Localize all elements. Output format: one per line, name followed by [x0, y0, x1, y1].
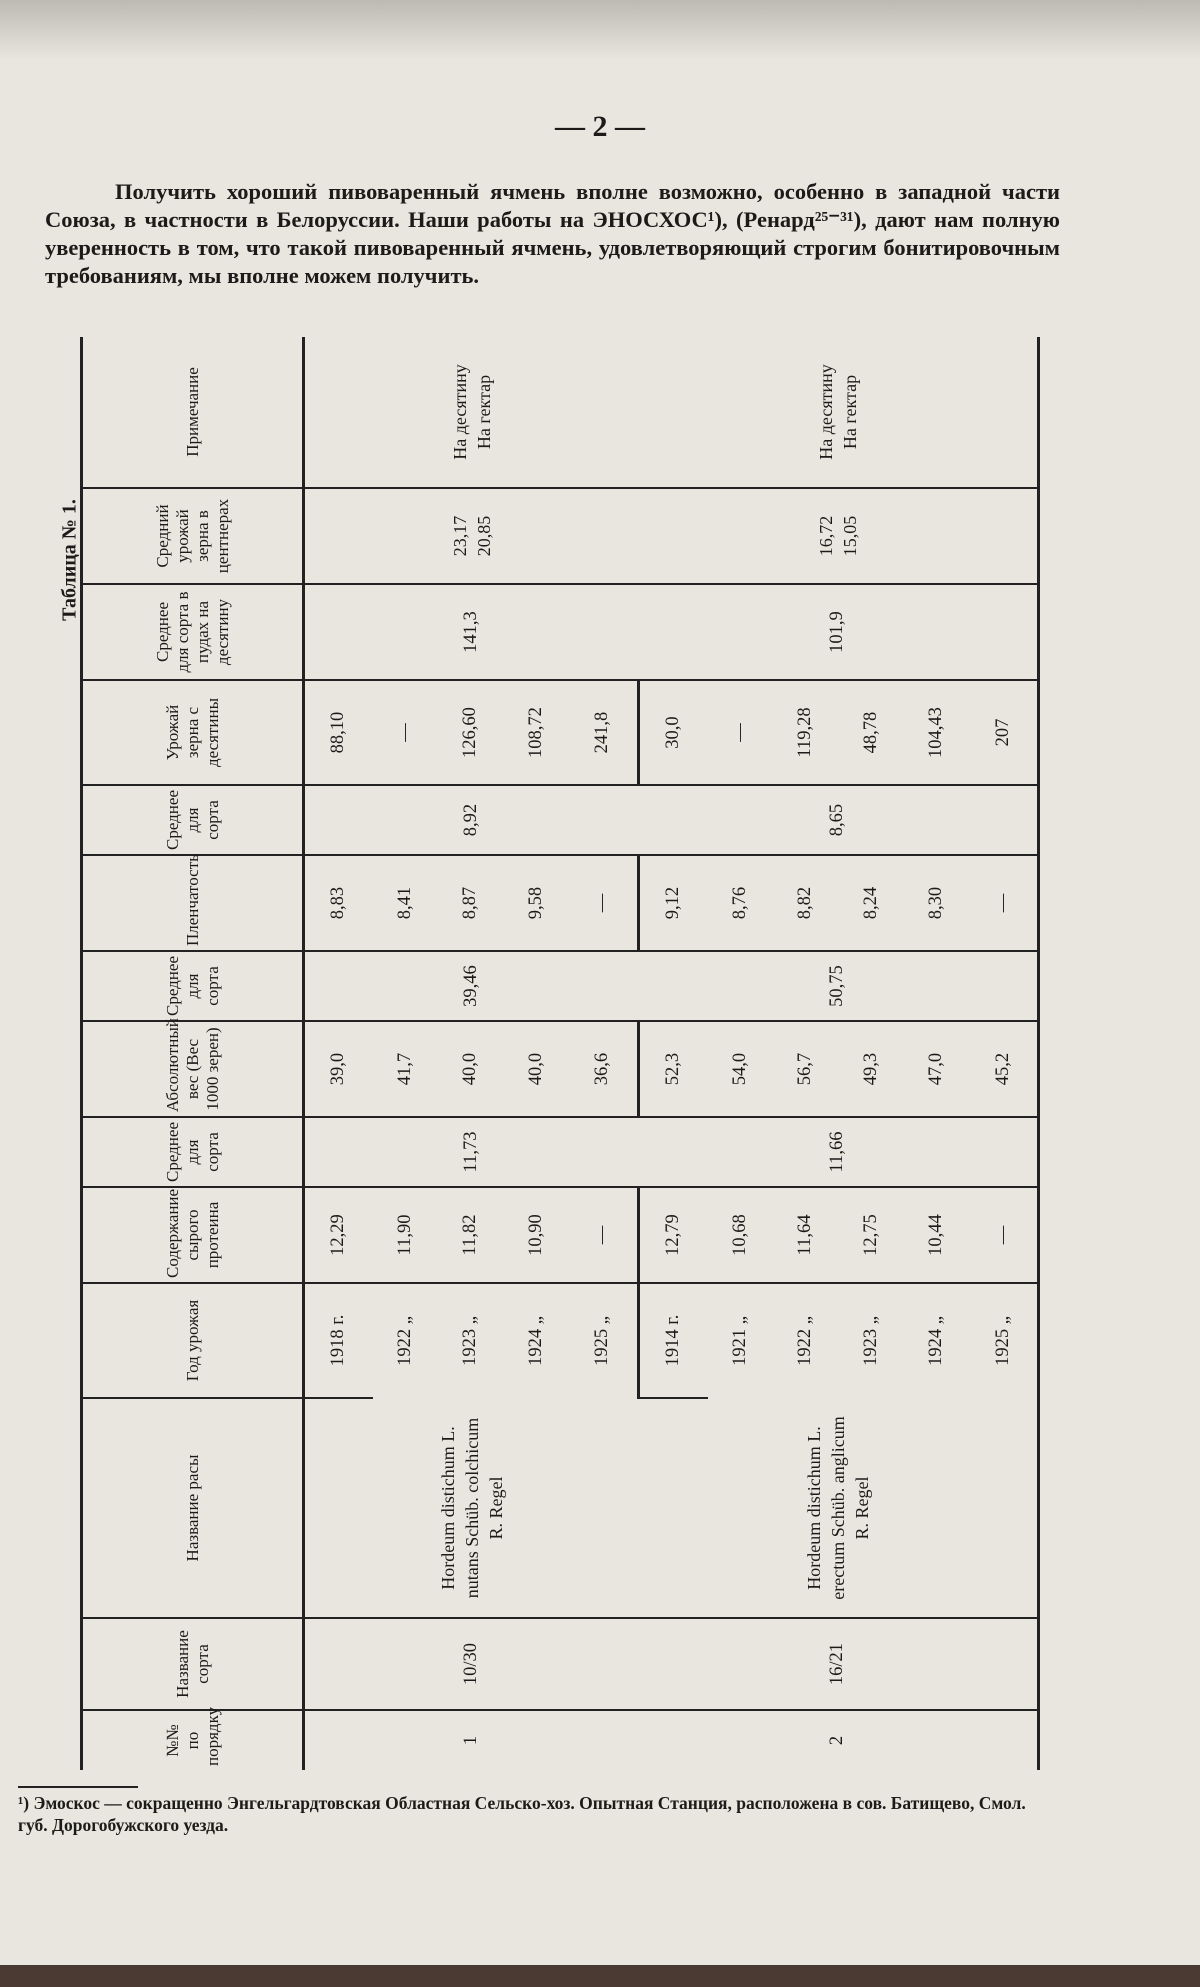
column-header: Среднее для сорта [82, 951, 304, 1021]
protein-cell: 11,82 [438, 1187, 503, 1283]
film-cell: 9,12 [638, 855, 707, 951]
rotated-table [80, 337, 1040, 1770]
race-name-cell [638, 1398, 1038, 1618]
column-header: Среднее для сорта [82, 785, 304, 855]
race-name-line: R. Regel [485, 1476, 506, 1540]
race-name-line: Hordeum distichum L. [803, 1426, 824, 1590]
film-cell: 8,82 [773, 855, 838, 951]
centner-value: 20,85 [473, 515, 494, 557]
row-number-cell: 1 [461, 1735, 482, 1746]
column-header: Средний урожай зерна в центнерах [82, 488, 304, 584]
weight-cell: 40,0 [438, 1021, 503, 1117]
avg-weight-cell: 50,75 [638, 951, 1038, 1021]
scan-edge-bottom [0, 1965, 1200, 1987]
protein-cell: — [569, 1187, 638, 1283]
film-cell: 8,76 [708, 855, 773, 951]
weight-cell: 39,0 [304, 1021, 373, 1117]
column-header: Среднее для сорта в пудах на десятину [82, 584, 304, 680]
yield-cell: 108,72 [504, 680, 569, 785]
table-header [82, 337, 304, 1770]
page-number: — 2 — [555, 110, 645, 143]
table-body [304, 337, 1039, 1770]
protein-cell: 10,90 [504, 1187, 569, 1283]
column-header: Урожай зерна с десятины [82, 680, 304, 785]
sort-name-cell: 16/21 [638, 1618, 1038, 1710]
weight-cell: 54,0 [708, 1021, 773, 1117]
data-table [80, 337, 1040, 1770]
scan-shadow-top [0, 0, 1200, 60]
weight-cell: 40,0 [504, 1021, 569, 1117]
centner-value: 23,17 [449, 515, 470, 557]
year-cell: 1923 „ [860, 1316, 881, 1366]
year-cell: 1914 г. [638, 1283, 707, 1398]
year-cell: 1922 „ [395, 1316, 415, 1366]
yield-cell: 207 [969, 680, 1038, 785]
yield-cell: 88,10 [304, 680, 373, 785]
avg-film-cell: 8,65 [638, 785, 1038, 855]
table-label-text: Таблица № 1. [58, 499, 81, 621]
column-header: Среднее для сорта [82, 1117, 304, 1187]
yield-cell: 48,78 [838, 680, 903, 785]
film-cell: 8,41 [373, 855, 438, 951]
protein-cell: — [969, 1187, 1038, 1283]
year-cell: 1918 г. [304, 1283, 373, 1398]
column-header: Название расы [82, 1398, 304, 1618]
yield-cell: — [373, 680, 438, 785]
note-cell [304, 337, 639, 488]
footnote-rule [18, 1786, 138, 1788]
yield-cell: — [708, 680, 773, 785]
yield-cell: 126,60 [438, 680, 503, 785]
weight-cell: 45,2 [969, 1021, 1038, 1117]
avg-protein-cell: 11,66 [638, 1117, 1038, 1187]
footnote-text: ¹) Эмоскос — сокращенно Энгельгардтовская Областная Сельско-хоз. Опытная Станция, расположена в сов. Батищево, Смол. губ. Дорогобужского уезда. [18, 1793, 1026, 1835]
note-value: На десятину [815, 364, 836, 460]
note-value: На гектар [839, 374, 860, 450]
film-cell: 8,83 [304, 855, 373, 951]
protein-cell: 11,64 [773, 1187, 838, 1283]
weight-cell: 52,3 [638, 1021, 707, 1117]
year-cell: 1925 „ [569, 1283, 638, 1398]
table-row [638, 337, 707, 1770]
race-name-line: erectum Schüb. anglicum [827, 1416, 848, 1600]
race-name-line: R. Regel [851, 1476, 872, 1540]
year-cell: 1923 „ [460, 1316, 481, 1366]
intro-paragraph [45, 178, 1060, 290]
film-cell: 8,30 [904, 855, 969, 951]
avg-protein-cell: 11,73 [304, 1117, 639, 1187]
protein-cell: 11,90 [373, 1187, 438, 1283]
note-value: На гектар [473, 374, 494, 450]
yield-cell: 241,8 [569, 680, 638, 785]
avg-yield-cell: 101,9 [638, 584, 1038, 680]
film-cell: 9,58 [504, 855, 569, 951]
centner-value: 16,72 [815, 515, 836, 557]
avg-film-cell: 8,92 [304, 785, 639, 855]
sort-name-cell: 10/30 [304, 1618, 639, 1710]
race-name-cell [304, 1398, 639, 1618]
protein-cell: 10,68 [708, 1187, 773, 1283]
column-header: №№ по порядку [82, 1710, 304, 1770]
intro-text: Получить хороший пивоваренный ячмень вполне возможно, особенно в западной части Союза, в частности в Белоруссии. Наши работы на ЭНОСХОС¹), (Ренард²⁵⁻³¹), дают нам полную уверенность в том, что такой пивоваренный ячмень, удовлетворяющий строгим бонитировочным требованиям, мы вполне можем получить. [45, 179, 1060, 288]
row-number-cell: 2 [827, 1735, 848, 1746]
centner-cell [304, 488, 639, 584]
year-cell: 1921 „ [729, 1316, 750, 1366]
column-header: Пленчатость [82, 855, 304, 951]
yield-cell: 119,28 [773, 680, 838, 785]
centner-cell [638, 488, 1038, 584]
column-header: Год урожая [82, 1283, 304, 1398]
table-container [80, 337, 1040, 1770]
protein-cell: 12,29 [304, 1187, 373, 1283]
protein-cell: 10,44 [904, 1187, 969, 1283]
avg-weight-cell: 39,46 [304, 951, 639, 1021]
year-cell: 1924 „ [925, 1316, 946, 1366]
film-cell: — [569, 855, 638, 951]
yield-cell: 104,43 [904, 680, 969, 785]
weight-cell: 47,0 [904, 1021, 969, 1117]
film-cell: 8,87 [438, 855, 503, 951]
year-cell: 1924 „ [525, 1316, 546, 1366]
centner-value: 15,05 [839, 515, 860, 557]
race-name-line: nutans Schüb. colchicum [461, 1417, 482, 1599]
weight-cell: 36,6 [569, 1021, 638, 1117]
weight-cell: 56,7 [773, 1021, 838, 1117]
column-header: Содержание сырого протеина [82, 1187, 304, 1283]
yield-cell: 30,0 [638, 680, 707, 785]
race-name-line: Hordeum distichum L. [437, 1426, 458, 1590]
column-header: Примечание [82, 337, 304, 488]
avg-yield-cell: 141,3 [304, 584, 639, 680]
film-cell: — [969, 855, 1038, 951]
protein-cell: 12,75 [838, 1187, 903, 1283]
column-header: Название сорта [82, 1618, 304, 1710]
year-cell: 1925 „ [969, 1283, 1038, 1398]
footnote [18, 1786, 1038, 1836]
note-value: На десятину [449, 364, 470, 460]
film-cell: 8,24 [838, 855, 903, 951]
year-cell: 1922 „ [795, 1316, 816, 1366]
weight-cell: 41,7 [373, 1021, 438, 1117]
protein-cell: 12,79 [638, 1187, 707, 1283]
table-row [304, 337, 373, 1770]
weight-cell: 49,3 [838, 1021, 903, 1117]
note-cell [638, 337, 1038, 488]
column-header: Абсолютный вес (Вес 1000 зерен) [82, 1021, 304, 1117]
